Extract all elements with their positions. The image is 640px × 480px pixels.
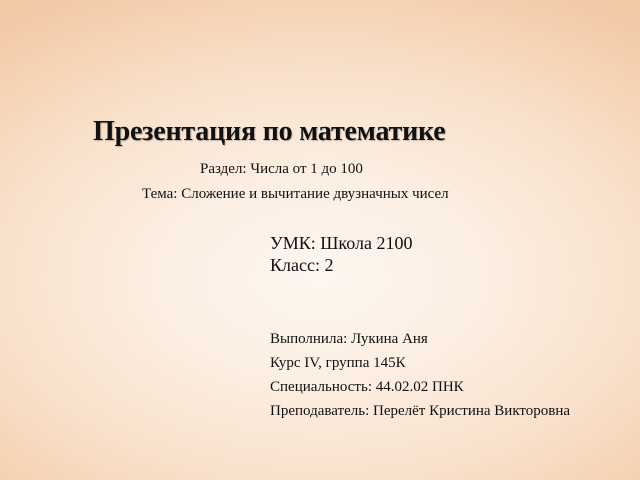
teacher-text: Преподаватель: Перелёт Кристина Викторовна [270,403,571,419]
umk-text: УМК: Школа 2100 [270,233,413,253]
course-text: Курс IV, группа 145К [270,355,406,371]
topic-text: Тема: Сложение и вычитание двузначных чисел [142,186,449,202]
grade-text: Класс: 2 [270,255,334,275]
author-text: Выполнила: Лукина Аня [270,331,428,347]
specialty-text: Специальность: 44.02.02 ПНК [270,379,464,395]
slide-title: Презентация по математике [93,116,446,147]
section-text: Раздел: Числа от 1 до 100 [200,161,363,177]
curriculum-info [270,232,412,276]
author-info [270,327,570,423]
